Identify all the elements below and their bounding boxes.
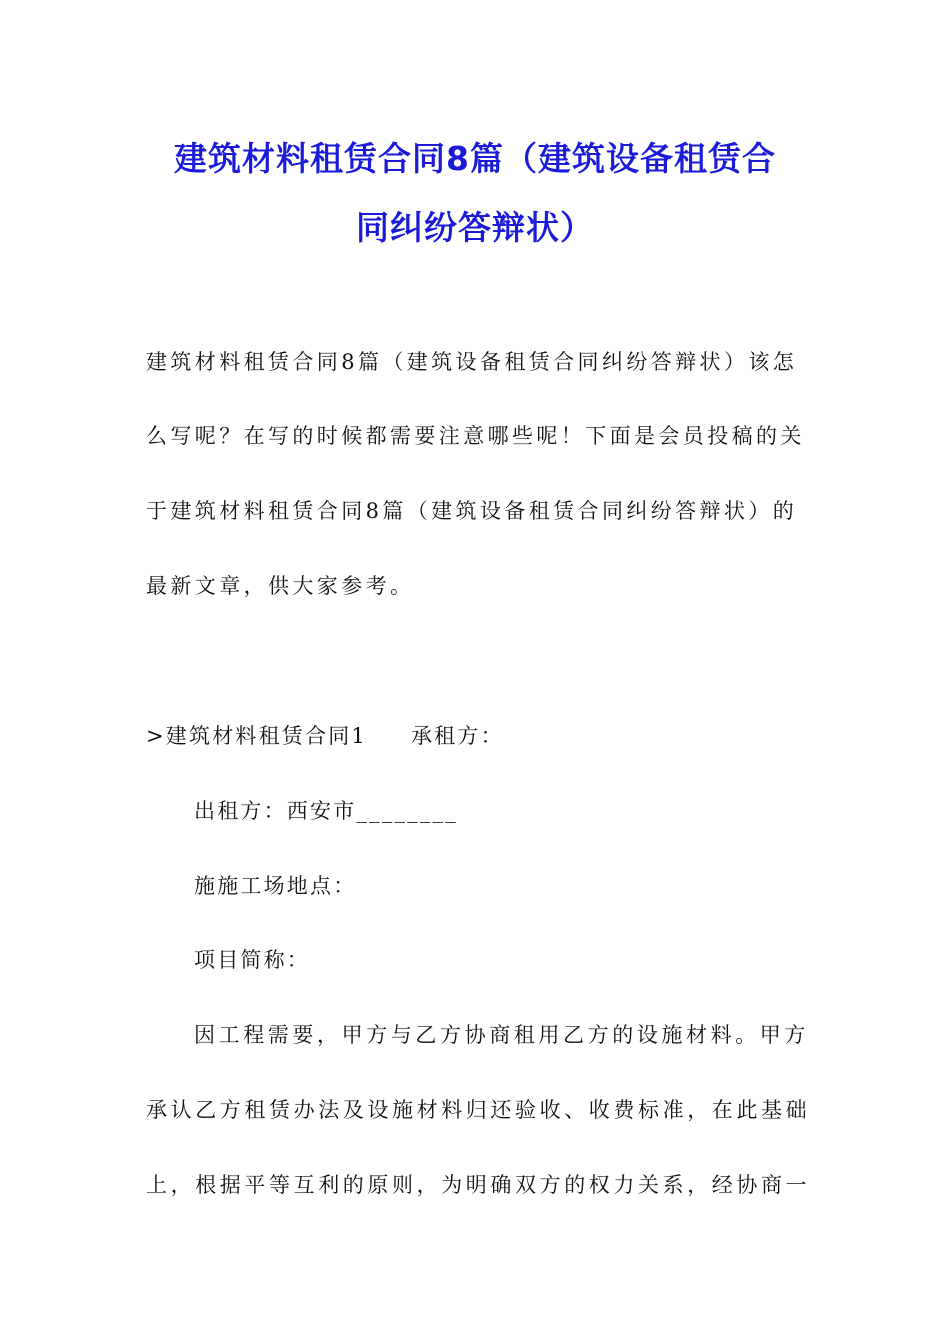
body-line-1: 因工程需要，甲方与乙方协商租用乙方的设施材料。甲方	[194, 1023, 809, 1047]
body-line-3: 上，根据平等互利的原则，为明确双方的权力关系，经协商一	[146, 1173, 811, 1197]
intro-line-2: 么写呢？在写的时候都需要注意哪些呢！下面是会员投稿的关	[146, 424, 805, 448]
document-title-line-2: 同纠纷答辩状）	[356, 208, 594, 247]
body-line-2: 承认乙方租赁办法及设施材料归还验收、收费标准，在此基础	[146, 1098, 811, 1122]
intro-line-1: 建筑材料租赁合同8篇（建筑设备租赁合同纠纷答辩状）该怎	[146, 350, 798, 374]
site-field: 施施工场地点：	[194, 874, 357, 898]
lessor-field: 出租方：西安市________	[194, 799, 458, 823]
section-heading: >建筑材料租赁合同1	[146, 724, 367, 748]
intro-line-4: 最新文章，供大家参考。	[146, 574, 415, 598]
document-title-line-1: 建筑材料租赁合同8篇（建筑设备租赁合	[174, 139, 776, 178]
section-heading-row	[146, 720, 504, 750]
project-field: 项目简称：	[194, 948, 310, 972]
intro-line-3: 于建筑材料租赁合同8篇（建筑设备租赁合同纠纷答辩状）的	[146, 499, 798, 523]
lessee-label: 承租方：	[410, 724, 504, 748]
